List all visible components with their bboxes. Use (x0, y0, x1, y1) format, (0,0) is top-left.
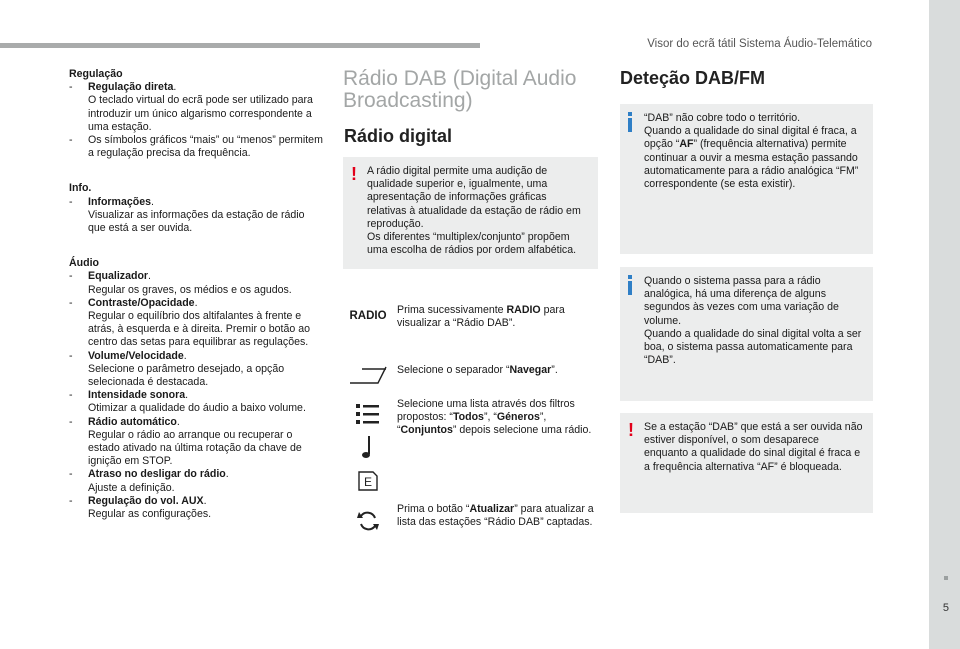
step-text: Selecione o separador “Navegar”. (397, 364, 558, 376)
ensemble-letter: E (363, 475, 373, 489)
section-info (69, 182, 324, 235)
warning-box-2 (620, 413, 873, 513)
dab-heading: Rádio DAB (Digital Audio Broadcasting) (343, 67, 577, 112)
step-text: Selecione uma lista através dos filtros propostos: “Todos”, “Géneros”, “Conjuntos” depois selecione uma rádio. (397, 398, 592, 437)
step-text: Prima o botão “Atualizar” para atualizar a lista das estações “Rádio DAB” captadas. (397, 503, 594, 529)
header-rule (0, 43, 480, 48)
settings-column (69, 68, 324, 543)
warning-text: Se a estação “DAB” que está a ser ouvida não estiver disponível, o som desaparece enquanto a qualidade do sinal digital é fraca e a frequência alternativa “AF” é bloqueada. (644, 421, 863, 473)
info-text: Quando a qualidade do sinal digital é fraca, a opção “AF” (frequência alternativa) permite continuar a ouvir a mesma estação passando automaticamente para a rádio analógica “FM” correspondente (se esta existir). (644, 125, 859, 191)
section-title: Áudio (69, 257, 100, 270)
continuation-marker (944, 576, 948, 580)
list-item: - Volume/Velocidade. Selecione o parâmetro desejado, a opção selecionada é destacada. (69, 349, 285, 389)
side-strip (929, 0, 960, 649)
step-text: Prima sucessivamente RADIO para visualizar a “Rádio DAB”. (397, 304, 565, 330)
section-title: Info. (69, 182, 92, 195)
page-header-title: Visor do ecrã tátil Sistema Áudio-Telemático (647, 38, 872, 50)
list-item: - Intensidade sonora. Otimizar a qualidade do áudio a baixo volume. (69, 389, 306, 415)
info-text: Quando o sistema passa para a rádio analógica, há uma diferença de alguns segundos às vezes com uma variação de volume. (644, 275, 839, 327)
info-icon (628, 275, 632, 295)
detection-heading: Deteção DAB/FM (620, 68, 766, 88)
list-item: - Regulação direta. O teclado virtual do ecrã pode ser utilizado para introduzir um único algarismo correspondente a uma estação. (69, 81, 313, 133)
info-text: Quando a qualidade do sinal digital volta a ser boa, o sistema passa automaticamente para “DAB”. (644, 327, 862, 367)
info-text: “DAB” não cobre todo o território. (644, 112, 801, 124)
warning-icon: ! (351, 164, 357, 184)
section-title: Regulação (69, 68, 123, 80)
info-box-1 (620, 104, 873, 254)
list-item: - Os símbolos gráficos “mais” ou “menos” permitem a regulação precisa da frequência. (69, 134, 323, 160)
warning-box (343, 157, 598, 269)
list-item: - Contraste/Opacidade. Regular o equilíbrio dos altifalantes à frente e atrás, à esquerda e à direita. Premir o botão ao centro das setas para equilibrar as regulações. (69, 296, 311, 349)
info-box-2 (620, 267, 873, 401)
list-item: - Atraso no desligar do rádio. Ajuste a definição. (69, 468, 229, 494)
tab-separator-icon (343, 365, 393, 389)
page-number: 5 (942, 602, 949, 614)
detection-column (620, 68, 873, 513)
warning-text-2: Os diferentes “multiplex/conjunto” propõem uma escolha de rádios por ordem alfabética. (367, 231, 577, 257)
list-icon (343, 402, 393, 432)
list-item: - Regulação do vol. AUX. Regular as configurações. (69, 494, 212, 521)
list-item: - Equalizador. Regular os graves, os médios e os agudos. (69, 270, 292, 296)
section-regulacao (69, 68, 324, 160)
ensemble-icon (343, 470, 393, 496)
radio-button-label: RADIO (349, 310, 387, 322)
info-icon (628, 112, 632, 132)
list-item: - Informações. Visualizar as informações da estação de rádio que está a ser ouvida. (69, 195, 305, 235)
music-note-icon (343, 434, 393, 464)
section-audio (69, 257, 324, 521)
refresh-icon (343, 509, 393, 537)
dab-column (343, 67, 599, 529)
list-item: - Rádio automático. Regular o rádio ao arranque ou recuperar o estado ativado na última rotação da chave de ignição em STOP. (69, 415, 302, 468)
warning-icon: ! (628, 420, 634, 440)
warning-text: A rádio digital permite uma audição de qualidade superior e, igualmente, uma apresentação de informações gráficas relativas à atualidade da estação de rádio em reprodução. (367, 165, 581, 230)
digital-radio-heading: Rádio digital (344, 126, 452, 146)
